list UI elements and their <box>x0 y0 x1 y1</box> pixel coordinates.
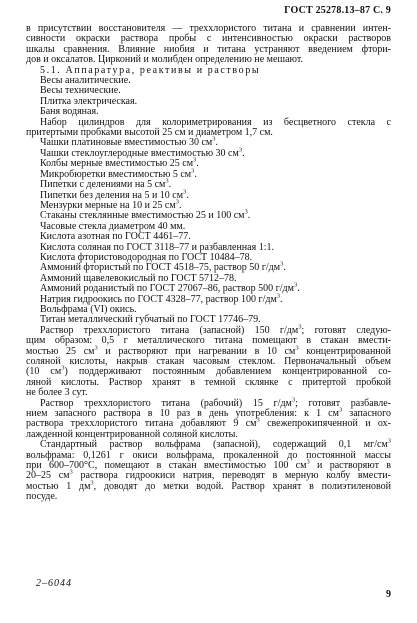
text-line: Колбы мерные вместимостью 25 $см^3$. <box>40 156 199 170</box>
text-line: Стандартный раствор вольфрама (запасной), содержащий 0,1 $мг/см^3$ <box>40 437 391 451</box>
text-line: Раствор треххлористого титана (рабочий) 15 $г/дм^3$; готовят разбавле- <box>40 396 392 409</box>
text-line: сивности окраски раствора пробы с интенсивностью окраски растворов <box>26 33 391 45</box>
text-line: Кислота фтористоводородная по ГОСТ 10484–78. <box>40 251 253 263</box>
text-line: Мензурки мерные на 10 и 25 $см^3$. <box>40 198 182 211</box>
text-line: нием запасного раствора в 10 раз в день употребления: к 1 $см^3$ запасного <box>26 406 391 420</box>
text-line: дов и оксалатов. Цирконий и молибден определению не мешают. <box>26 54 304 66</box>
text-line: соляной кислоты, накрыв стакан часовым стеклом. Первоначальный объем <box>26 356 391 367</box>
text-line: посуде. <box>26 491 58 503</box>
print-code: 2–6044 <box>36 578 72 589</box>
text-line: 5.1. Аппаратура, реактивы и растворы <box>40 64 261 76</box>
text-line: Весы аналитические. <box>40 75 131 87</box>
text-line: Чашки платиновые вместимостью 30 $см^3$. <box>40 136 218 149</box>
text-line: Стаканы стеклянные вместимостью 25 и 100 $см^3$. <box>40 208 251 222</box>
text-line: притертыми пробками высотой 25 см и диаметром 1,7 см. <box>26 127 273 139</box>
text-line: лажденной концентрированной соляной кислоты. <box>26 428 238 440</box>
text-line: Аммоний фтористый по ГОСТ 4518–75, раствор 50 $г/дм^3$. <box>40 261 286 274</box>
text-line: Раствор треххлористого титана (запасной) 150 $г/дм^3$; готовят следую- <box>40 323 392 336</box>
text-line: шкалы сравнения. Влияние ниобия и титана устраняют введением фтори- <box>26 43 391 55</box>
text-line: раствора треххлористого титана добавляют 9 $см^3$ свежепрокипяченной и ох- <box>26 417 391 430</box>
page-number: 9 <box>386 589 391 600</box>
text-line: мостью 1 $дм^3$, доводят до метки водой. Раствор хранят в полиэтиленовой <box>26 479 391 492</box>
text-line: Плитка электрическая. <box>40 95 138 107</box>
text-line: 20–25 $см^3$ раствора гидроокиси натрия, переводят в мерную колбу вмести- <box>26 469 391 482</box>
text-line: Баня водяная. <box>40 106 99 118</box>
text-line: Кислота соляная по ГОСТ 3118–77 и разбавленная 1:1. <box>40 241 274 253</box>
text-line: мостью 25 $см^3$ и растворяют при нагревании в 10 $см^3$ концентрированной <box>26 344 392 357</box>
body-text <box>26 24 391 503</box>
text-line: (10 $см^3$) поддерживают постоянным добавлением концентрированной со- <box>26 365 391 378</box>
text-line: в присутствии восстановителя — треххлористого титана и сравнении интен- <box>26 23 391 34</box>
text-line: Микробюретки вместимостью 5 $см^3$. <box>40 167 197 180</box>
text-line: Титан металлический губчатый по ГОСТ 17746–79. <box>40 314 261 326</box>
text-line: Пипетки с делениями на 5 $см^3$. <box>40 177 172 191</box>
text-line: при 600–700°С, помещают в стакан вместимостью 100 $см^3$ и растворяют в <box>26 458 391 472</box>
text-line: щим образом: 0,5 г металлического титана помещают в стакан вмести- <box>26 335 391 347</box>
text-line: ляной кислоты. Раствор хранят в темной склянке с притертой пробкой <box>26 376 391 388</box>
text-line: Натрия гидроокись по ГОСТ 4328–77, раствор 100 $г/дм^3$. <box>40 292 283 305</box>
text-line: не более 3 сут. <box>26 387 88 399</box>
text-line: Пипетки без деления на 5 и 10 $см^3$. <box>40 188 189 201</box>
text-line: Набор цилиндров для колориметрирования из бесцветного стекла с <box>40 116 391 128</box>
text-line: Аммоний роданистый по ГОСТ 27067–86, раствор 500 $г/дм^3$. <box>40 281 300 295</box>
text-line: Весы технические. <box>40 85 121 97</box>
text-line: Кислота азотная по ГОСТ 4461–77. <box>40 231 191 243</box>
page-header: ГОСТ 25278.13–87 С. 9 <box>284 5 391 16</box>
text-line: Чашки стеклоуглеродные вместимостью 30 $см^3$. <box>40 146 245 159</box>
text-line: вольфрама: 0,1261 г окиси вольфрама, прокаленной до постоянной массы <box>26 449 391 461</box>
text-line: Часовые стекла диаметром 40 мм. <box>40 220 186 232</box>
text-line: Аммоний щавелевокислый по ГОСТ 5712–78. <box>40 272 237 284</box>
text-line: Вольфрама (VI) окись. <box>40 303 137 315</box>
